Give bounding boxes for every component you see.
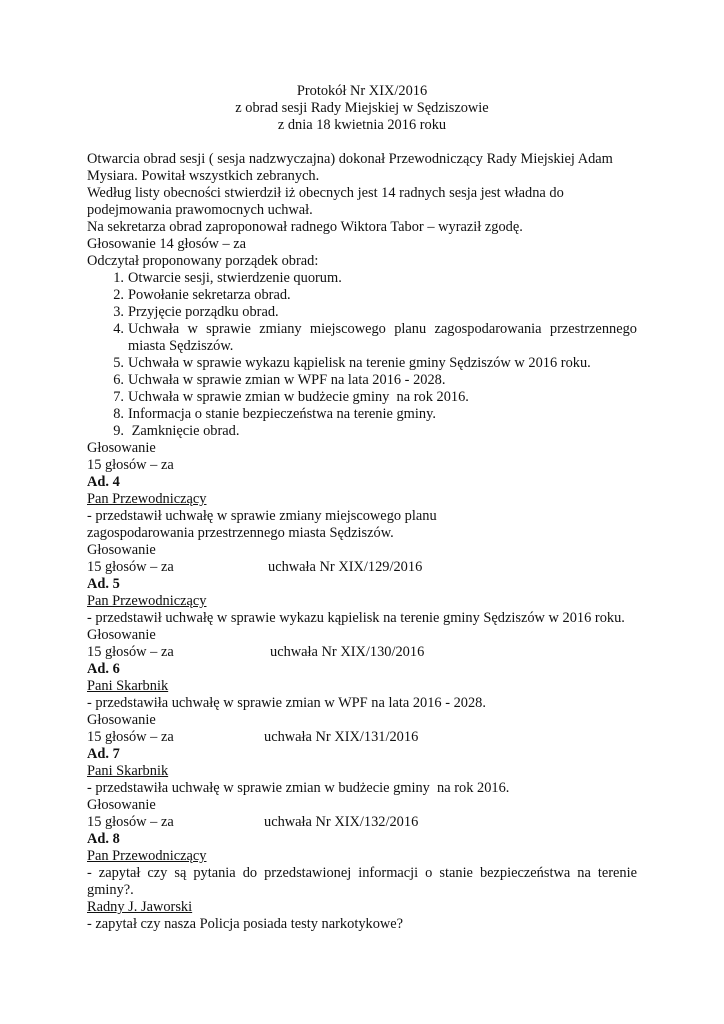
item-vote-result: 15 głosów – za <box>87 814 174 830</box>
agenda-item: 7. Uchwała w sprawie zmian w budżecie gminy na rok 2016. <box>113 389 469 405</box>
agenda-item: 1. Otwarcie sesji, stwierdzenie quorum. <box>113 270 342 286</box>
intro-vote: Głosowanie 14 głosów – za <box>87 236 247 252</box>
item-text: - przedstawiła uchwałę w sprawie zmian w budżecie gminy na rok 2016. <box>87 780 510 796</box>
item-heading: Ad. 5 <box>87 576 120 592</box>
item-vote-result: 15 głosów – za <box>87 729 174 745</box>
intro-agenda-label: Odczytał proponowany porządek obrad: <box>87 253 319 269</box>
document-body <box>87 151 637 933</box>
agenda-list <box>87 270 637 440</box>
item-speaker: Pani Skarbnik <box>87 678 169 694</box>
item-heading: Ad. 7 <box>87 746 120 762</box>
item-resolution: uchwała Nr XIX/129/2016 <box>268 559 423 575</box>
item-text: - zapytał czy są pytania do przedstawionej informacji o stanie bezpieczeństwa na terenie gminy?. <box>87 865 637 898</box>
agenda-item: 4. Uchwała w sprawie zmiany miejscowego planu zagospodarowania przestrzennego miasta Sędziszów. <box>113 321 637 354</box>
item-text: - zapytał czy nasza Policja posiada testy narkotykowe? <box>87 916 404 932</box>
item-vote-label: Głosowanie <box>87 627 156 643</box>
agenda-vote-result: 15 głosów – za <box>87 457 174 473</box>
agenda-item: 6. Uchwała w sprawie zmian w WPF na lata 2016 - 2028. <box>113 372 446 388</box>
item-vote-result: 15 głosów – za <box>87 644 174 660</box>
agenda-vote-label: Głosowanie <box>87 440 156 456</box>
item-text: - przedstawił uchwałę w sprawie zmiany miejscowego planu zagospodarowania przestrzennego miasta Sędziszów. <box>87 508 437 541</box>
agenda-item: 2. Powołanie sekretarza obrad. <box>113 287 291 303</box>
session-title: z obrad sesji Rady Miejskiej w Sędziszowie <box>235 100 489 116</box>
item-vote-result: 15 głosów – za <box>87 559 174 575</box>
item-vote-label: Głosowanie <box>87 542 156 558</box>
agenda-item: 3. Przyjęcie porządku obrad. <box>113 304 279 320</box>
intro-secretary: Na sekretarza obrad zaproponował radnego Wiktora Tabor – wyraził zgodę. <box>87 219 523 235</box>
item-speaker: Pani Skarbnik <box>87 763 169 779</box>
item-vote-row <box>87 814 637 831</box>
item-speaker: Pan Przewodniczący <box>87 491 207 507</box>
agenda-item: 5. Uchwała w sprawie wykazu kąpielisk na terenie gminy Sędziszów w 2016 roku. <box>113 355 591 371</box>
item-speaker: Pan Przewodniczący <box>87 848 207 864</box>
item-heading: Ad. 6 <box>87 661 120 677</box>
document-header <box>0 83 724 134</box>
item-vote-row <box>87 644 637 661</box>
item-heading: Ad. 4 <box>87 474 120 490</box>
item-vote-label: Głosowanie <box>87 797 156 813</box>
item-vote-label: Głosowanie <box>87 712 156 728</box>
item-text: - przedstawiła uchwałę w sprawie zmian w WPF na lata 2016 - 2028. <box>87 695 486 711</box>
agenda-item: 8. Informacja o stanie bezpieczeństwa na terenie gminy. <box>113 406 436 422</box>
item-vote-row <box>87 559 637 576</box>
item-text: - przedstawił uchwałę w sprawie wykazu kąpielisk na terenie gminy Sędziszów w 2016 roku. <box>87 610 625 626</box>
protocol-title: Protokół Nr XIX/2016 <box>296 83 428 99</box>
intro-opening: Otwarcia obrad sesji ( sesja nadzwyczajna) dokonał Przewodniczący Rady Miejskiej Adam Mysiara. Powitał wszystkich zebranych. <box>87 151 613 184</box>
intro-quorum: Według listy obecności stwierdził iż obecnych jest 14 radnych sesja jest władna do podejmowania prawomocnych uchwał. <box>87 185 564 218</box>
item-speaker: Pan Przewodniczący <box>87 593 207 609</box>
item-resolution: uchwała Nr XIX/130/2016 <box>270 644 425 660</box>
item-heading: Ad. 8 <box>87 831 120 847</box>
item-resolution: uchwała Nr XIX/132/2016 <box>264 814 419 830</box>
item-vote-row <box>87 729 637 746</box>
item-resolution: uchwała Nr XIX/131/2016 <box>264 729 419 745</box>
agenda-item: 9. Zamknięcie obrad. <box>113 423 240 439</box>
item-speaker: Radny J. Jaworski <box>87 899 193 915</box>
session-date: z dnia 18 kwietnia 2016 roku <box>277 117 447 133</box>
